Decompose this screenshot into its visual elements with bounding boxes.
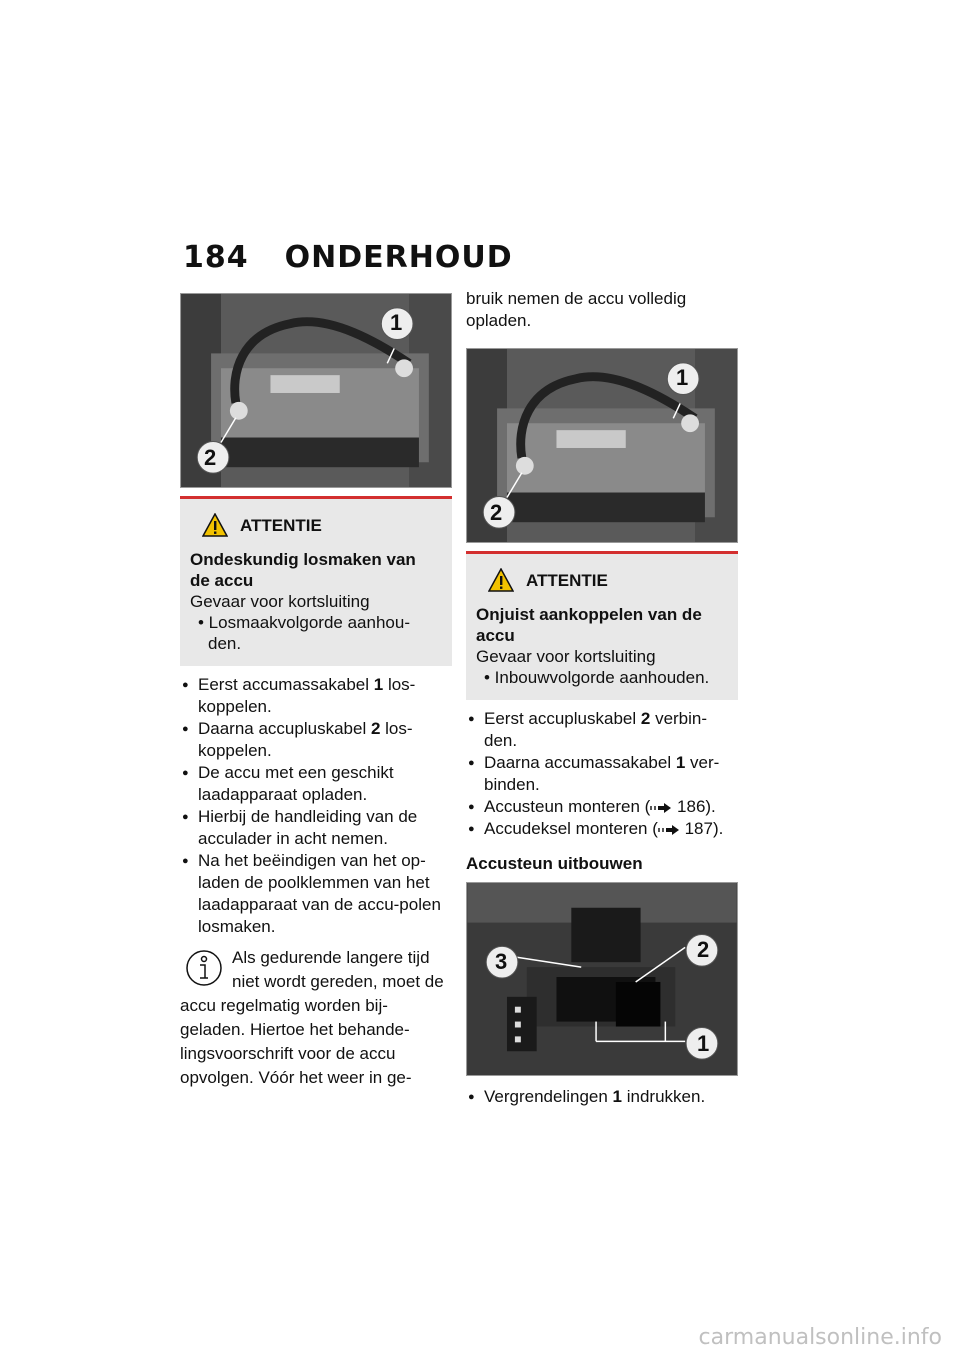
warning-title: Onjuist aankoppelen van de accu <box>476 605 702 645</box>
warning-triangle-icon <box>488 568 514 592</box>
warning-subtitle: Gevaar voor kortsluiting <box>190 592 370 611</box>
warning-item: • Inbouwvolgorde aanhouden. <box>484 668 710 687</box>
battery-illustration <box>467 349 737 542</box>
warning-heading: ATTENTIE <box>476 568 726 592</box>
battery-illustration <box>181 294 451 487</box>
list-item: ● Hierbij de handleiding van de acculader in acht nemen. <box>180 806 452 850</box>
list-item: ● Eerst accumassakabel 1 los-koppelen. <box>180 674 452 718</box>
section-heading: Accusteun uitbouwen <box>466 854 643 873</box>
callout-2: 2 <box>490 500 503 525</box>
warning-triangle-icon <box>202 513 228 537</box>
info-note: Als gedurende langere tijd niet wordt gereden, moet de accu regelmatig worden bij-geladen. Hiertoe het behande-lingsvoorschrift voor de accu opvolgen. Vóór het weer in ge- <box>180 948 444 1087</box>
left-column <box>180 293 452 1090</box>
callout-1: 1 <box>390 310 403 335</box>
list-item: ● Na het beëindigen van het op-laden de poolklemmen van het laadapparaat van de accu-polen losmaken. <box>180 850 452 938</box>
callout-1: 1 <box>697 1031 710 1056</box>
install-steps <box>466 708 738 840</box>
warning-box <box>180 496 452 666</box>
warning-item: • Losmaakvolgorde aanhou-den. <box>198 613 410 653</box>
warning-title: Ondeskundig losmaken van de accu <box>190 550 416 590</box>
battery-photo-removal <box>180 293 452 488</box>
warning-heading: ATTENTIE <box>190 513 440 537</box>
info-icon <box>184 948 224 988</box>
warning-subtitle: Gevaar voor kortsluiting <box>476 647 656 666</box>
continuation-text: bruik nemen de accu volledig opladen. <box>466 289 687 330</box>
callout-2: 2 <box>204 445 217 470</box>
page-reference-arrow-icon <box>658 825 680 835</box>
removal-steps <box>180 674 452 938</box>
support-steps <box>466 1086 738 1108</box>
list-item: ● De accu met een geschikt laadapparaat opladen. <box>180 762 452 806</box>
page-header <box>183 240 513 275</box>
callout-1: 1 <box>676 365 689 390</box>
page-title: ONDERHOUD <box>284 240 513 275</box>
watermark: carmanualsonline.info <box>698 1325 942 1350</box>
list-item: ● Vergrendelingen 1 indrukken. <box>466 1086 738 1108</box>
list-item: ● Daarna accumassakabel 1 ver-binden. <box>466 752 738 796</box>
list-item: ● Accudeksel monteren ( 187). <box>466 818 738 840</box>
callout-3: 3 <box>495 949 508 974</box>
page-number: 184 <box>183 240 249 275</box>
callout-2: 2 <box>697 937 710 962</box>
list-item: ● Eerst accupluskabel 2 verbin-den. <box>466 708 738 752</box>
right-column <box>466 288 738 1108</box>
battery-photo-install <box>466 348 738 543</box>
list-item: ● Daarna accupluskabel 2 los-koppelen. <box>180 718 452 762</box>
battery-support-photo <box>466 882 738 1076</box>
list-item: ● Accusteun monteren ( 186). <box>466 796 738 818</box>
page-reference-arrow-icon <box>650 803 672 813</box>
warning-box <box>466 551 738 700</box>
